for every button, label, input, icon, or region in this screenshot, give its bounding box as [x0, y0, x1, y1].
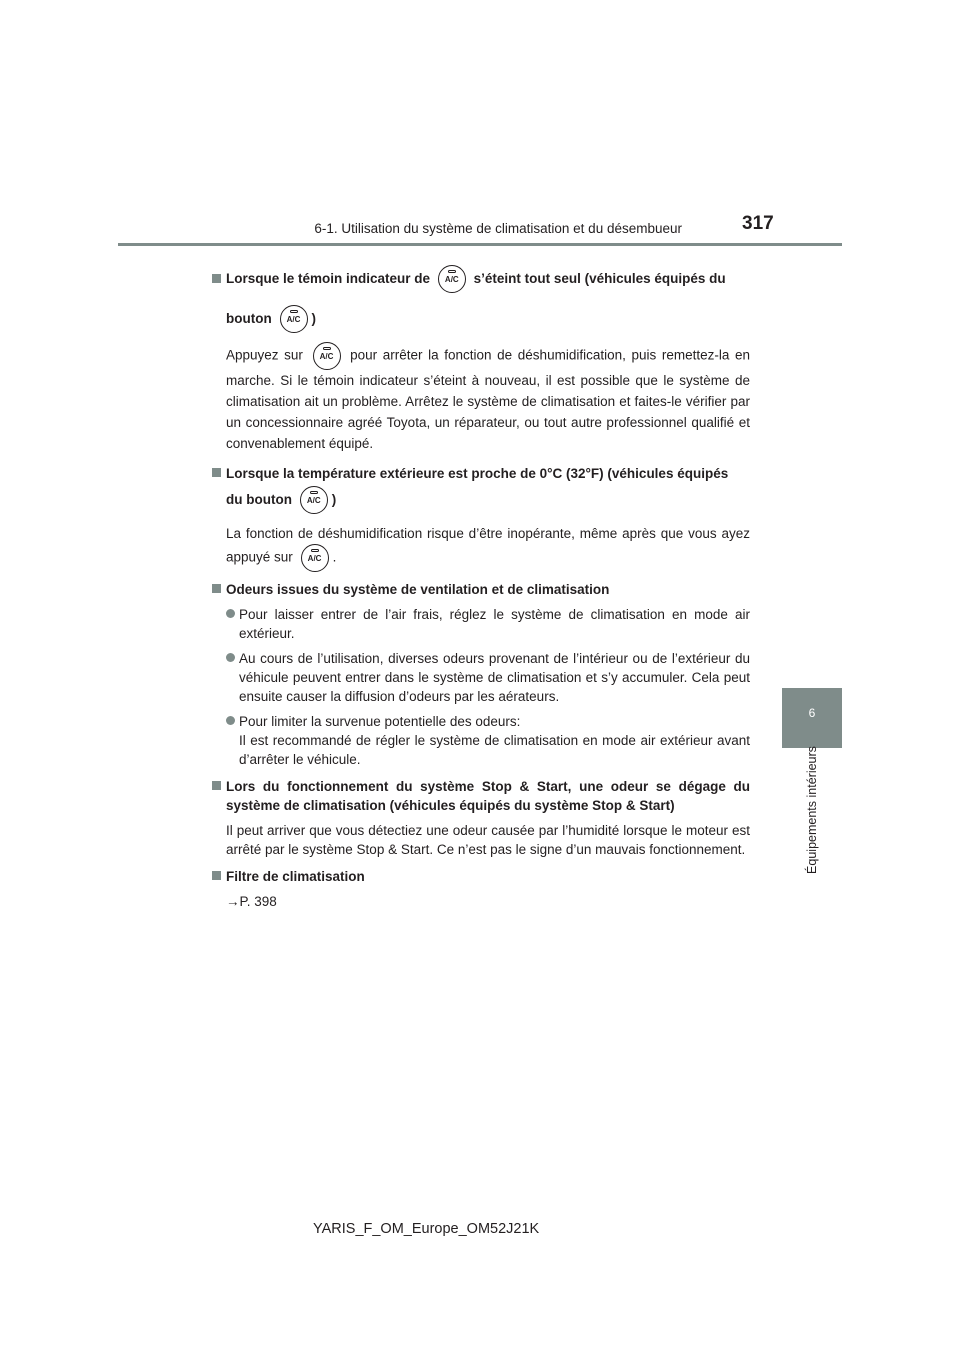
- heading-text: ): [311, 311, 316, 326]
- heading-text: Filtre de climatisation: [226, 869, 365, 884]
- section-body: Il peut arriver que vous détectiez une odeur causée par l’humidité lorsque le moteur est arrêté par le système Stop & Start. Ce n’est pas le signe d’un mauvais fonctionnement.: [226, 823, 750, 857]
- heading-text: ): [331, 492, 337, 507]
- heading-text: bouton: [226, 311, 272, 326]
- section-heading-filter: [212, 867, 750, 886]
- ac-button-icon: A/C: [313, 342, 341, 370]
- chapter-title: 6-1. Utilisation du système de climatisation et du désembueur: [314, 221, 682, 236]
- header-divider: [118, 243, 842, 246]
- ac-button-icon: A/C: [438, 265, 466, 293]
- heading-text: s’éteint tout seul (véhicules équipés du: [473, 271, 726, 286]
- square-bullet-icon: [212, 468, 221, 477]
- square-bullet-icon: [212, 274, 221, 283]
- ac-button-icon: A/C: [300, 486, 328, 514]
- section-heading-continued: [212, 302, 750, 336]
- list-item-text: Pour limiter la survenue potentielle des odeurs:: [239, 714, 521, 729]
- section-heading-temperature: [212, 464, 750, 483]
- body-text: pour arrêter la fonction de déshumidification, puis remettez-la en marche. Si le témoin indicateur s’éteint à nouveau, il est possible que le système de climatisation ait un problème. Arrêtez le système de climatisation et faites-le vérifier par un concessionnaire agréé Toyota, un réparateur, ou tout autre professionnel qualifié et convenablement équipé.: [226, 347, 750, 451]
- document-code: YARIS_F_OM_Europe_OM52J21K: [313, 1221, 540, 1237]
- square-bullet-icon: [212, 781, 221, 790]
- chapter-side-label: Équipements intérieurs: [805, 746, 819, 874]
- list-item: [212, 649, 750, 706]
- heading-text: Lorsque la température extérieure est proche de 0°C (32°F) (véhicules équipés: [226, 466, 729, 481]
- list-item-text: Il est recommandé de régler le système de climatisation en mode air extérieur avant d’arrêter le véhicule.: [239, 733, 750, 767]
- section-heading-odors: [212, 580, 750, 599]
- section-body: [212, 523, 750, 572]
- body-text: .: [332, 549, 337, 565]
- square-bullet-icon: [212, 871, 221, 880]
- round-bullet-icon: [226, 653, 235, 662]
- round-bullet-icon: [226, 609, 235, 618]
- heading-text: du bouton: [226, 492, 292, 507]
- square-bullet-icon: [212, 584, 221, 593]
- list-item: [212, 712, 750, 769]
- round-bullet-icon: [226, 716, 235, 725]
- body-text: Appuyez sur: [226, 347, 303, 363]
- section-body: [212, 342, 750, 454]
- section-heading-stop-start: [212, 777, 750, 815]
- heading-text: Lorsque le témoin indicateur de: [226, 271, 431, 286]
- page-content: [212, 262, 750, 911]
- page-number: 317: [742, 213, 774, 234]
- ac-button-icon: A/C: [280, 305, 308, 333]
- list-item-text: Pour laisser entrer de l’air frais, réglez le système de climatisation en mode air extérieur.: [239, 607, 750, 641]
- list-item-text: Au cours de l’utilisation, diverses odeurs provenant de l’intérieur ou de l’extérieur du véhicule peuvent entrer dans le système de climatisation et s’y accumuler. Cela peut ensuite causer la diffusion d’odeurs par les aérateurs.: [239, 651, 750, 704]
- list-item: [212, 605, 750, 643]
- heading-text: Lors du fonctionnement du système Stop & Start, une odeur se dégage du système de climatisation (véhicules équipés du système Stop & Start): [226, 779, 750, 813]
- section-heading-continued: [212, 483, 750, 517]
- ac-button-icon: A/C: [301, 544, 329, 572]
- page-reference-link[interactable]: →P. 398: [226, 894, 277, 909]
- body-text: La fonction de déshumidification risque d’être inopérante, même après que vous ayez appuyé sur: [226, 526, 750, 565]
- chapter-tab-number: 6: [808, 706, 816, 720]
- section-heading-indicator-off: [212, 262, 750, 296]
- heading-text: Odeurs issues du système de ventilation et de climatisation: [226, 582, 610, 597]
